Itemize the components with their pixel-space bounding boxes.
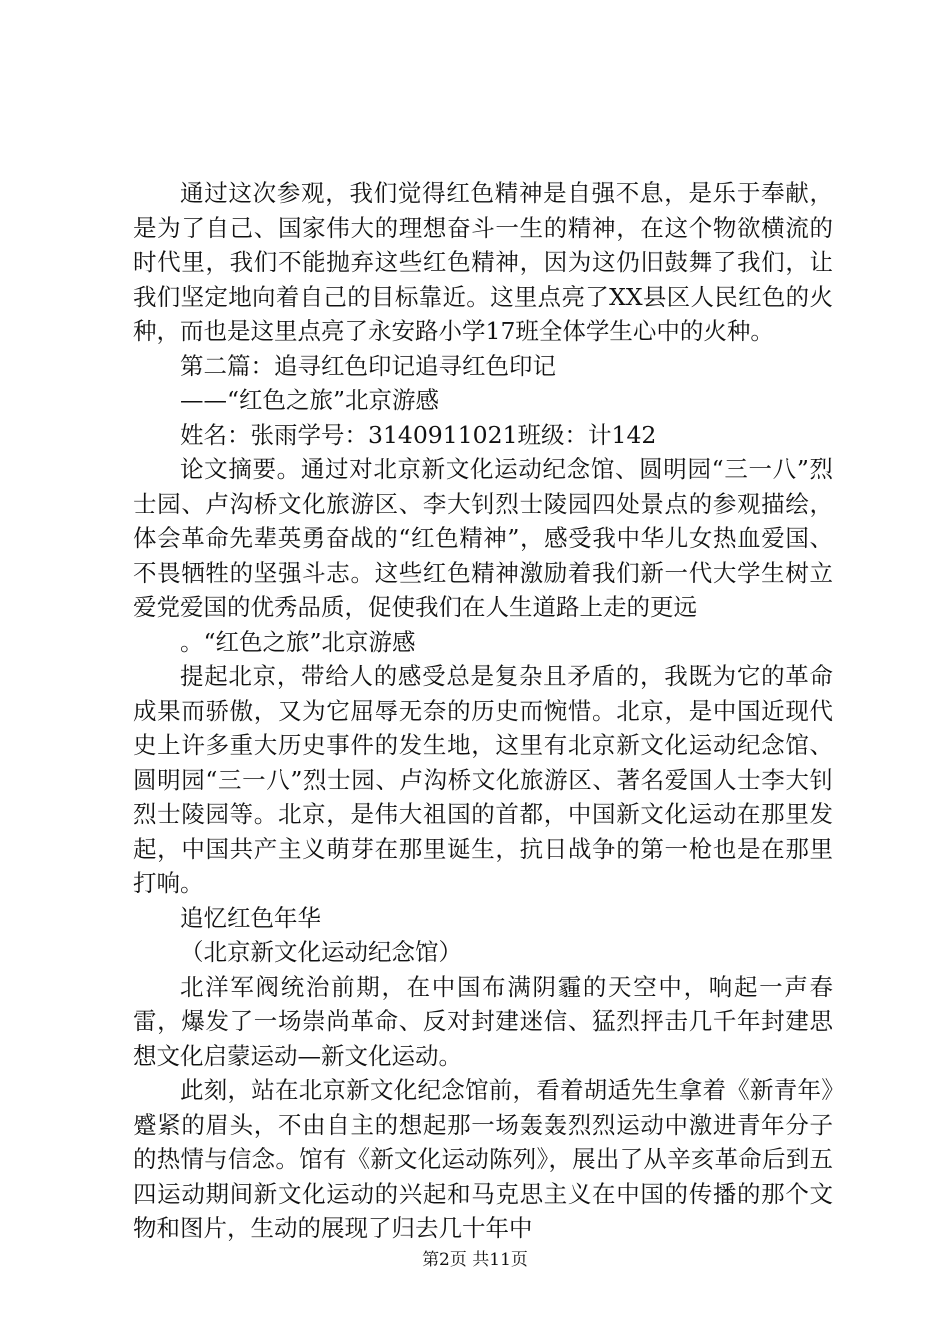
section-heading-memory: 追忆红色年华 [180, 903, 321, 932]
page-footer: 第2页 共11页 [422, 1250, 528, 1270]
chapter-subtitle: ——“红色之旅”北京游感 [180, 386, 440, 414]
paragraph-beijing-intro: 提起北京，带给人的感受总是复杂且矛盾的，我既为它的革命成果而骄傲，又为它屈辱无奈的历史而惋惜。北京，是中国近现代史上许多重大历史事件的发生地，这里有北京新文化运动纪念馆、圆明园“三一八”烈士园、卢沟桥文化旅游区、著名爱国人士李大钊烈士陵园等。北京，是伟大祖国的首都，中国新文化运动在那里发起，中国共产主义萌芽在那里诞生，抗日战争的第一枪也是在那里打响。 [133, 662, 833, 897]
paragraph-new-culture: 北洋军阀统治前期，在中国布满阴霾的天空中，响起一声春雷，爆发了一场崇尚革命、反对封建迷信、猛烈抨击几千年封建思想文化启蒙运动—新文化运动。 [133, 972, 833, 1070]
section-subheading-museum: （北京新文化运动纪念馆） [180, 938, 462, 966]
author-info: 姓名：张雨学号：3140911021班级：计142 [180, 420, 657, 449]
chapter-title: 第二篇：追寻红色印记追寻红色印记 [180, 351, 556, 380]
section-heading-trip: 。“红色之旅”北京游感 [180, 627, 416, 656]
document-body [133, 176, 833, 1246]
paragraph-abstract: 论文摘要。通过对北京新文化运动纪念馆、圆明园“三一八”烈士园、卢沟桥文化旅游区、李大钊烈士陵园四处景点的参观描绘，体会革命先辈英勇奋战的“红色精神”，感受我中华儿女热血爱国、不畏牺牲的坚强斗志。这些红色精神激励着我们新一代大学生树立爱党爱国的优秀品质，促使我们在人生道路上走的更远 [133, 455, 833, 621]
paragraph-conclusion: 通过这次参观，我们觉得红色精神是自强不息，是乐于奉献，是为了自己、国家伟大的理想奋斗一生的精神，在这个物欲横流的时代里，我们不能抛弃这些红色精神，因为这仍旧鼓舞了我们，让我们坚定地向着自己的目标靠近。这里点亮了XX县区人民红色的火种，而也是这里点亮了永安路小学17班全体学生心中的火种。 [133, 179, 833, 345]
paragraph-museum-visit: 此刻，站在北京新文化纪念馆前，看着胡适先生拿着《新青年》蹙紧的眉头，不由自主的想起那一场轰轰烈烈运动中激进青年分子的热情与信念。馆有《新文化运动陈列》，展出了从辛亥革命后到五四运动期间新文化运动的兴起和马克思主义在中国的传播的那个文物和图片，生动的展现了归去几十年中 [133, 1076, 833, 1242]
